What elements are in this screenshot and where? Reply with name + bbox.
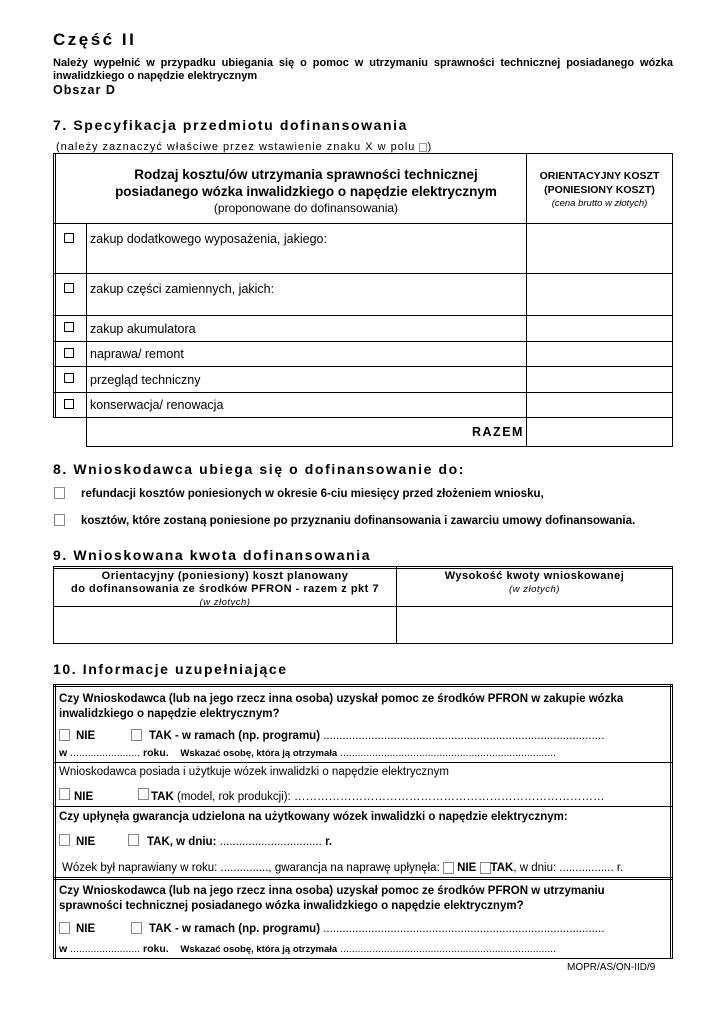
amount-requested-field[interactable] xyxy=(397,607,672,643)
section-8-title: 8. Wnioskodawca ubiega się o dofinansowanie do: xyxy=(53,461,466,477)
checkbox-q1-yes[interactable] xyxy=(131,729,142,741)
q1-year-person: w ........................ roku. Wskazać osobę, która ją otrzymała .......................................................................... xyxy=(59,747,556,759)
amount-col-planned: Orientacyjny (poniesiony) koszt planowany do dofinansowania ze środków PFRON - razem z pkt 7 (w złotych) xyxy=(71,570,379,608)
total-label: RAZEM xyxy=(472,425,524,439)
q2-no-label: NIE xyxy=(74,791,94,803)
checkbox-battery[interactable] xyxy=(64,322,74,332)
row-maintenance: konserwacja/ renowacja xyxy=(90,398,224,412)
intro-text: Należy wypełnić w przypadku ubiegania się o pomoc w utrzymaniu sprawności technicznej posiadanego wózka inwalidzkiego o napędzie elektrycznym xyxy=(53,57,673,82)
row-equipment: zakup dodatkowego wyposażenia, jakiego: xyxy=(90,232,327,246)
checkbox-q2-yes[interactable] xyxy=(138,788,149,800)
checkbox-future-costs[interactable] xyxy=(54,514,65,526)
checkbox-repair[interactable] xyxy=(64,348,74,358)
q4-no-label: NIE xyxy=(76,923,96,935)
part-title: Część II xyxy=(53,30,137,49)
checkbox-spare-parts[interactable] xyxy=(64,283,74,293)
question-warranty: Czy upłynęła gwarancja udzielona na użytkowany wózek inwalidzki o napędzie elektrycznym: xyxy=(59,811,568,823)
question-maintenance-aid: Czy Wnioskodawca (lub na jego rzecz inna osoba) uzyskał pomoc ze środków PFRON w utrzymaniu sprawności technicznej posiadanego wózka inwalidzkiego o napędzie elektrycznym? xyxy=(59,885,605,912)
spec-table-header-main: Rodzaj kosztu/ów utrzymania sprawności technicznej posiadanego wózka inwalidzkiego o napędzie elektrycznym (proponowane do dofinansowania) xyxy=(115,167,497,215)
q1-no-label: NIE xyxy=(76,730,96,742)
checkbox-inspection[interactable] xyxy=(64,373,74,383)
spec-table-header-cost: ORIENTACYJNY KOSZT (PONIESIONY KOSZT) (cena brutto w złotych) xyxy=(539,170,660,209)
area-label: Obszar D xyxy=(53,83,116,97)
row-inspection: przegląd techniczny xyxy=(90,373,201,387)
checkbox-repair-warranty-yes[interactable] xyxy=(480,862,491,874)
checkbox-q4-yes[interactable] xyxy=(131,922,142,934)
checkbox-equipment[interactable] xyxy=(64,233,74,243)
row-spare-parts: zakup części zamiennych, jakich: xyxy=(90,282,275,296)
amount-planned-field[interactable] xyxy=(54,607,396,643)
question-owns-wheelchair: Wnioskodawca posiada i użytkuje wózek inwalidzki o napędzie elektrycznym xyxy=(59,766,449,778)
checkbox-maintenance[interactable] xyxy=(64,399,74,409)
q3-no-label: NIE xyxy=(76,836,96,848)
checkbox-q3-no[interactable] xyxy=(59,834,70,846)
repair-warranty-line: Wózek był naprawiany w roku: ..............., gwarancja na naprawę upłynęła: NIE TAK, w dniu: ................. r. xyxy=(62,862,624,875)
q4-year-person: w ........................ roku. Wskazać osobę, która ją otrzymała .......................................................................... xyxy=(59,943,556,955)
option-refund: refundacji kosztów poniesionych w okresie 6-ciu miesięcy przed złożeniem wniosku, xyxy=(81,488,544,500)
amount-col-requested: Wysokość kwoty wnioskowanej (w złotych) xyxy=(444,570,625,595)
checkbox-q1-no[interactable] xyxy=(59,729,70,741)
q2-yes-model: TAK (model, rok produkcji): ……………………………………………………………………… xyxy=(151,791,605,803)
section-7-note: (należy zaznaczyć właściwe przez wstawienie znaku X w polu ) xyxy=(56,141,433,153)
q4-yes-program: TAK - w ramach (np. programu) ........................................................................................ xyxy=(149,923,605,935)
checkbox-q3-yes[interactable] xyxy=(128,834,139,846)
checkbox-repair-warranty-no[interactable] xyxy=(443,862,454,874)
checkbox-refund[interactable] xyxy=(54,487,65,499)
section-7-title: 7. Specyfikacja przedmiotu dofinansowania xyxy=(53,117,409,133)
question-purchase-aid: Czy Wnioskodawca (lub na jego rzecz inna osoba) uzyskał pomoc ze środków PFRON w zakupie wózka inwalidzkiego o napędzie elektrycznym? xyxy=(59,693,624,720)
checkbox-q2-no[interactable] xyxy=(59,788,70,800)
section-9-title: 9. Wnioskowana kwota dofinansowania xyxy=(53,547,372,563)
section-10-title: 10. Informacje uzupełniające xyxy=(53,661,288,677)
q1-yes-program: TAK - w ramach (np. programu) ........................................................................................ xyxy=(149,730,605,742)
q3-yes-date: TAK, w dniu: ................................ r. xyxy=(147,836,333,848)
form-code: MOPR/AS/ON-IID/9 xyxy=(567,962,656,973)
checkbox-q4-no[interactable] xyxy=(59,922,70,934)
row-battery: zakup akumulatora xyxy=(90,322,196,336)
option-future-costs: kosztów, które zostaną poniesione po przyznaniu dofinansowania i zawarciu umowy dofinansowania. xyxy=(81,515,636,527)
row-repair: naprawa/ remont xyxy=(90,347,184,361)
